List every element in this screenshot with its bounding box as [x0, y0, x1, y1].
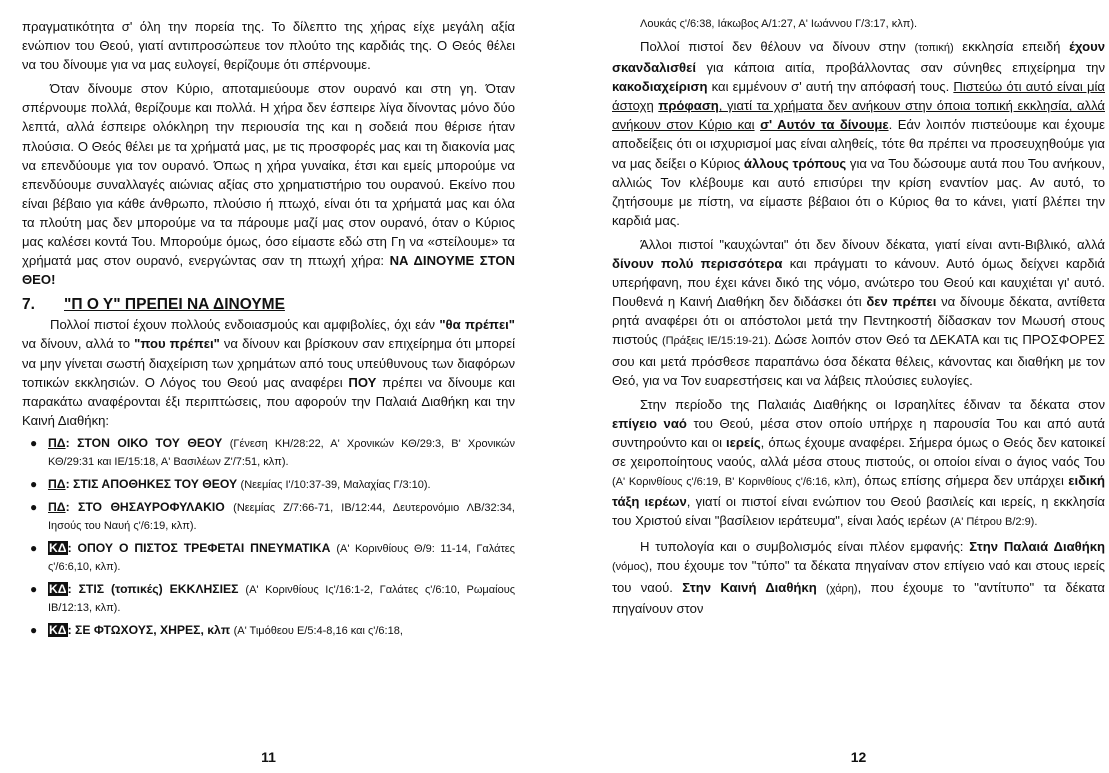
list-item: ● ΠΔ: ΣΤΙΣ ΑΠΟΘΗΚΕΣ ΤΟΥ ΘΕΟΥ (Νεεμίας Ι'/10:37-39, Μαλαχίας Γ/3:10).: [30, 476, 431, 491]
list-item: ● ΠΔ: ΣΤΟΝ ΟΙΚΟ ΤΟΥ ΘΕΟΥ (Γένεση ΚΗ/28:22, Α' Χρονικών ΚΘ/29:3, Β' Χρονικών ΚΘ/29:31 και ΙΕ/15:18, Α' Βασιλέων Ζ'/7:51, κλπ).: [30, 435, 515, 468]
paragraph: Η τυπολογία και ο συμβολισμός είναι πλέον εμφανής: Στην Παλαιά Διαθήκη (νόμος), που έχουμε τον "τύπο" τα δέκατα πηγαίναν στον επίγειο ναό και στους ιερείς του ναού. Στην Καινή Διαθήκη (χάρη), που έχουμε το "αντίτυπο" τα δέκατα πηγαίνουν στον: [612, 539, 1106, 616]
list-item: ● ΠΔ: ΣΤΟ ΘΗΣΑΥΡΟΦΥΛΑΚΙΟ (Νεεμίας Ζ/7:66-71, ΙΒ/12:44, Δευτερονόμιο ΛΒ/32:34, Ιησούς του Ναυή ς'/6:19, κλπ).: [30, 499, 515, 532]
section-heading: 7. "Π Ο Υ" ΠΡΕΠΕΙ ΝΑ ΔΙΝΟΥΜΕ: [22, 296, 285, 314]
list-item: ● ΚΔ: ΟΠΟΥ Ο ΠΙΣΤΟΣ ΤΡΕΦΕΤΑΙ ΠΝΕΥΜΑΤΙΚΑ (Α' Κορινθίους Θ/9: 11-14, Γαλάτες ς'/6:6,10, κλπ).: [30, 540, 515, 573]
paragraph: Όταν δίνουμε στον Κύριο, αποταμιεύουμε στον ουρανό και στη γη. Όταν σπέρνουμε πολλά, θερίζουμε και πολλά. Η χήρα δεν έσπειρε λίγα δίνοντας μόνο δύο λεπτά, αλλά έσπειρε ολόκληρη την περιουσία της και η σοδειά που θέρισε ήταν πλούσια. Ο Θεός θέλει με τα χρήματά μας, με τις προσφορές μας και τη διακονία μας να επενδύουμε για τον ουρανό. Όπως η χήρα γυναίκα, έτσι και εμείς μπορούμε να επενδύουμε συναλλαγές αιώνιας αξίας στο χρηματιστήριο του ουρανού. Εκείνο που είναι βέβαιο για κάθε άνθρωπο, πλούσιο ή πτωχό, είναι ότι τα χρήματά μας και όλα τα πλούτη μας δεν μπορούμε να τα πάρουμε μαζί μας στον ουρανό, όταν ο Κύριος μας καλέσει κοντά Του. Μπορούμε όμως, όσο είμαστε εδώ στη Γη να «στείλουμε» τα χρήματά μας στον ουρανό, ενεργώντας σαν τη πτωχή χήρα: ΝΑ ΔΙΝΟΥΜΕ ΣΤΟΝ ΘΕΟ!: [22, 81, 515, 288]
bullet-icon: ●: [30, 499, 38, 514]
bullet-icon: ●: [30, 622, 38, 637]
where-to-give-list: [22, 435, 515, 640]
page-number: 12: [850, 749, 867, 765]
list-item: ● ΚΔ: ΣΤΙΣ (τοπικές) ΕΚΚΛΗΣΙΕΣ (Α' Κορινθίους Ις'/16:1-2, Γαλάτες ς'/6:10, Ρωμαίους ΙΒ/12:13, κλπ).: [30, 581, 516, 614]
bullet-icon: ●: [30, 435, 38, 450]
paragraph: πραγματικότητα σ' όλη την πορεία της. Το δίλεπτο της χήρας είχε μεγάλη αξία ενώπιον του Θεού, γιατί αντιπροσώπευε τον πλούτο της καρδιάς της. Ο Θεός θέλει να του δίνουμε για να μας ευλογεί, θερίζουμε ότι σπέρνουμε.: [22, 19, 515, 73]
list-item: ● ΚΔ: ΣΕ ΦΤΩΧΟΥΣ, ΧΗΡΕΣ, κλπ (Α' Τιμόθεου Ε/5:4-8,16 και ς'/6:18,: [30, 622, 403, 637]
paragraph: Άλλοι πιστοί "καυχώνται" ότι δεν δίνουν δέκατα, γιατί είναι αντι-Βιβλικό, αλλά δίνουν πολύ περισσότερα και πράγματι το κάνουν. Αυτό όμως δείχνει καρδιά υπερήφανη, που έχει κάνει δικό της νόμο, ανώτερο του Θεού και καυχιέται γι' αυτό. Πουθενά η Καινή Διαθήκη δεν διδάσκει ότι δεν πρέπει να δίνουμε δέκατα, αντίθετα ρητά αναφέρει ότι οι απόστολοι μετά την Πεντηκοστή δίδασκαν τον Μωυσή στους πιστούς (Πράξεις ΙΕ/15:19-21). Δώσε λοιπόν στον Θεό τα ΔΕΚΑΤΑ και τις ΠΡΟΣΦΟΡΕΣ σου και μετά πρόσθεσε παραπάνω όσα δέκατα θέλεις, κάνοντας και διαθήκη με τον Θεό, για να Τον ευαρεστήσεις και να λάβεις πλούσιες ευλογίες.: [612, 236, 1106, 388]
paragraph: Πολλοί πιστοί έχουν πολλούς ενδοιασμούς και αμφιβολίες, όχι εάν "θα πρέπει" να δίνουν, αλλά το "που πρέπει" να δίνουν και βρίσκουν σαν επιχείρημα ότι μπορεί να μην γίνεται σωστή διαχείριση των χρημάτων από τους υπεύθυνους των διαφόρων τοπικών εκκλησιών. Ο Λόγος του Θεού μας αναφέρει ΠΟΥ πρέπει να δίνουμε και παρακάτω αναφέρονται έξι περιπτώσεις, που αφορούν την Παλαιά Διαθήκη και την Καινή Διαθήκη:: [22, 317, 516, 428]
paragraph: Στην περίοδο της Παλαιάς Διαθήκης οι Ισραηλίτες έδιναν τα δέκατα στον επίγειο ναό του Θεού, μέσα στον οποίο υπήρχε η παρουσία Του και από αυτά συντηρούντο και οι ιερείς, όπως έχουμε αναφέρει. Σήμερα όμως ο Θεός δεν κατοικεί σε χειροποίητους ναούς, αλλά μέσα στους πιστούς, οι οποίοι είναι ο άγιος ναός Του (Α' Κορινθίους ς'/6:19, Β' Κορινθίους ς'/6:16, κλπ), όπως επίσης σήμερα δεν υπάρχει ειδική τάξη ιερέων, γιατί οι πιστοί είναι ενώπιον του Θεού βασιλείς και ιερείς, η εκκλησία του Χριστού είναι "βασίλειον ιεράτευμα", είναι λαός ιερέων (Α' Πέτρου Β/2:9).: [612, 396, 1106, 529]
bullet-icon: ●: [30, 581, 38, 596]
bullet-icon: ●: [30, 476, 38, 491]
right-page: [612, 0, 1105, 773]
bullet-icon: ●: [30, 540, 38, 555]
left-page: [22, 0, 515, 773]
reference-line: Λουκάς ς'/6:38, Ιάκωβος Α/1:27, Α' Ιωάννου Γ/3:17, κλπ).: [640, 18, 918, 30]
page-number: 11: [261, 749, 276, 765]
paragraph: Πολλοί πιστοί δεν θέλουν να δίνουν στην (τοπική) εκκλησία επειδή έχουν σκανδαλισθεί για κάποια αιτία, προβάλλοντας σαν σύνηθες επιχείρημα την κακοδιαχείριση και εμμένουν σ' αυτή την απόφασή τους. Πιστεύω ότι αυτό είναι μία άστοχη πρόφαση, γιατί τα χρήματα δεν ανήκουν στην όποια τοπική εκκλησία, αλλά ανήκουν στον Κύριο και σ' Αυτόν τα δίνουμε. Εάν λοιπόν πιστεύουμε και έχουμε αποδείξεις ότι οι ισχυρισμοί μας είναι αληθείς, τότε θα πρέπει να προσευχηθούμε για να μας δείξει ο Κύριος άλλους τρόπους για να Του δώσουμε αυτά που Του ανήκουν, αλλιώς Τον κλέβουμε και αυτό επισύρει την κρίση εναντίον μας. Αν αυτό, το ζητήσουμε με πίστη, να είμαστε βέβαιοι ότι ο Κύριος θα το κάνει, γιατί βλέπει την καρδιά μας.: [612, 39, 1106, 228]
